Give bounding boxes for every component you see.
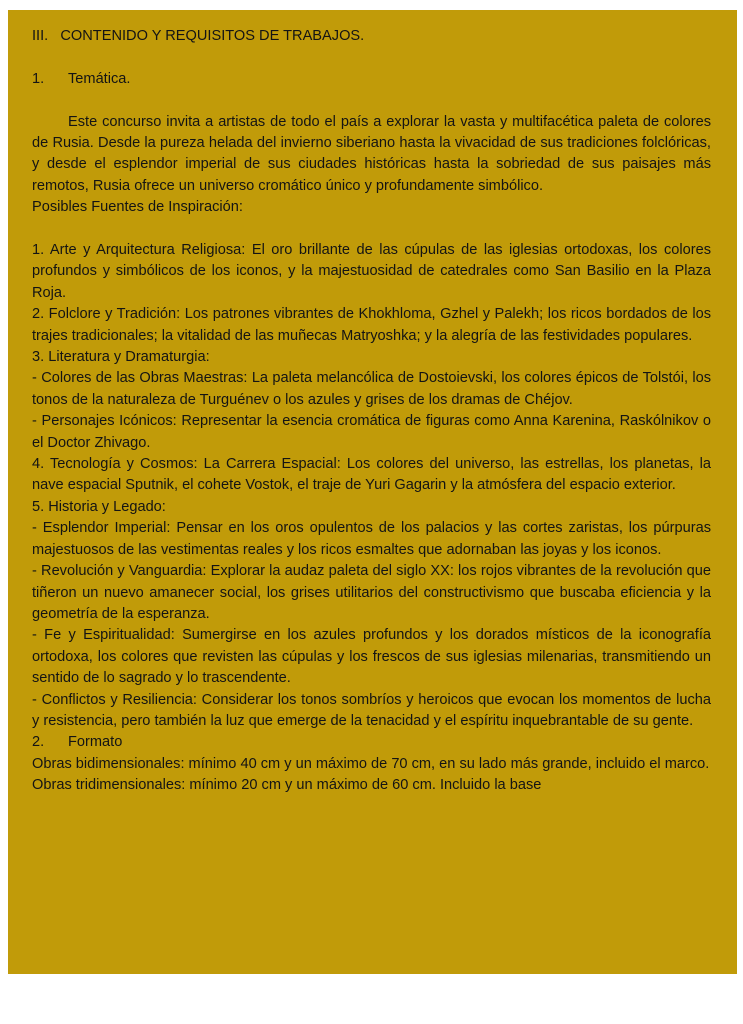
section-title: III. CONTENIDO Y REQUISITOS DE TRABAJOS. — [32, 28, 365, 44]
list-item: - Revolución y Vanguardia: Explorar la audaz paleta del siglo XX: los rojos vibrantes de la revolución que tiñeron un nuevo amanecer social, los grises utilitarios del constructivismo que buscaba eficiencia y la geometría de la esperanza. — [32, 563, 711, 622]
list-item: - Personajes Icónicos: Representar la esencia cromática de figuras como Anna Karenina, Raskólnikov o el Doctor Zhivago. — [32, 413, 711, 451]
list-item: 3. Literatura y Dramaturgia: — [32, 349, 210, 366]
formato-heading — [32, 732, 711, 753]
spacer — [32, 47, 711, 68]
tematica-title: Temática. — [68, 70, 131, 87]
intro-paragraph: Este concurso invita a artistas de todo el país a explorar la vasta y multifacética paleta de colores de Rusia. Desde la pureza helada del invierno siberiano hasta la vivacidad de sus tradiciones folclóricas, y desde el esplendor imperial de sus ciudades históricas hasta la sobriedad de sus paisajes más remotos, Rusia ofrece un universo cromático único y profundamente simbólico. — [32, 113, 711, 194]
list-item: 1. Arte y Arquitectura Religiosa: El oro brillante de las cúpulas de las iglesias ortodoxas, los colores profundos y simbólicos de los iconos, y la majestuosidad de catedrales como San Basilio en la Plaza Roja. — [32, 242, 711, 301]
list-item: - Fe y Espiritualidad: Sumergirse en los azules profundos y los dorados místicos de la iconografía ortodoxa, los colores que revisten las cúpulas y los frescos de sus iglesias milenarias, transmitiendo un sentido de lo sagrado y lo trascendente. — [32, 627, 711, 687]
list-item: 4. Tecnología y Cosmos: La Carrera Espacial: Los colores del universo, las estrellas, los planetas, la nave espacial Sputnik, el cohete Vostok, el traje de Yuri Gagarin y la atmósfera del espacio exterior. — [32, 456, 711, 494]
list-item: - Conflictos y Resiliencia: Considerar los tonos sombríos y heroicos que evocan los momentos de lucha y resistencia, pero también la luz que emerge de la tenacidad y el espíritu inquebrantable de su gente. — [32, 691, 711, 729]
tematica-heading — [32, 69, 711, 90]
document-panel — [8, 10, 737, 974]
sources-heading: Posibles Fuentes de Inspiración: — [32, 199, 243, 216]
list-item: 2. Folclore y Tradición: Los patrones vibrantes de Khokhloma, Gzhel y Palekh; los ricos bordados de los trajes tradicionales; la vitalidad de las muñecas Matryoshka; y la alegría de las festividades populares. — [32, 306, 711, 344]
spacer — [32, 90, 711, 111]
list-item: - Esplendor Imperial: Pensar en los oros opulentos de los palacios y las cortes zaristas, los púrpuras majestuosos de las vestimentas reales y los ricos esmaltes que adornaban las joyas y los iconos. — [32, 520, 711, 558]
tematica-number: 1. — [32, 70, 45, 87]
formato-tridimensional: Obras tridimensionales: mínimo 20 cm y un máximo de 60 cm. Incluido la base — [32, 777, 542, 794]
formato-number: 2. — [32, 734, 45, 751]
formato-title: Formato — [68, 734, 123, 751]
list-item: - Colores de las Obras Maestras: La paleta melancólica de Dostoievski, los colores épicos de Tolstói, los tonos de la naturaleza de Turguénev o los azules y grises de los dramas de Chéjov. — [32, 370, 711, 408]
list-item: 5. Historia y Legado: — [32, 498, 166, 515]
spacer — [32, 219, 711, 240]
formato-bidimensional: Obras bidimensionales: mínimo 40 cm y un máximo de 70 cm, en su lado más grande, incluido el marco. — [32, 755, 710, 772]
